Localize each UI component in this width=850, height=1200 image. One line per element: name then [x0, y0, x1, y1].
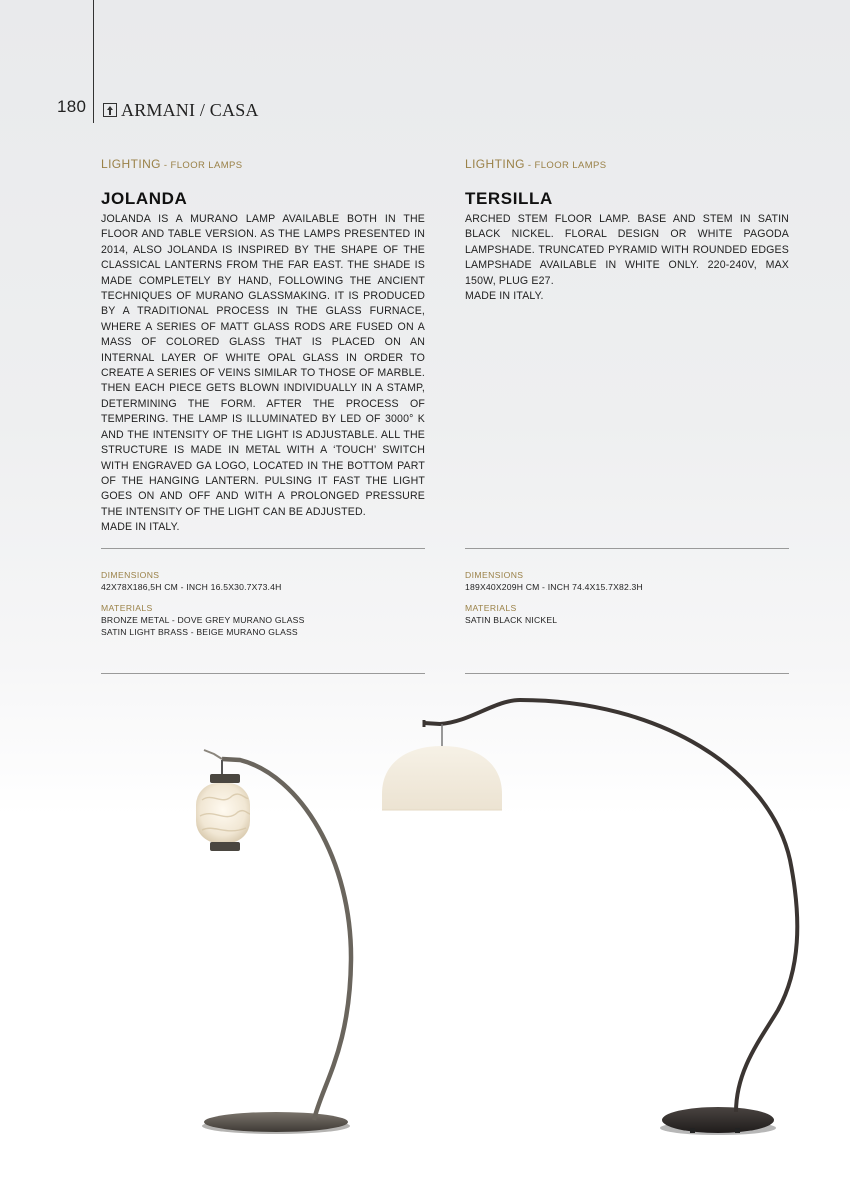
base-foot [690, 1128, 695, 1133]
specs-tersilla [465, 570, 789, 626]
dimensions-label: DIMENSIONS [465, 570, 524, 580]
brand-name: ARMANI / CASA [121, 99, 259, 120]
specs-jolanda [101, 570, 425, 638]
base-foot [735, 1128, 740, 1133]
product-title: TERSILLA [465, 189, 553, 208]
category-label: LIGHTING - FLOOR LAMPS [101, 157, 243, 171]
category-label: LIGHTING - FLOOR LAMPS [465, 157, 607, 171]
divider [101, 548, 425, 549]
tersilla-lamp-photo [382, 700, 797, 1135]
lamp-shade [382, 746, 502, 810]
product-tersilla [465, 157, 789, 304]
made-in-label: MADE IN ITALY. [465, 290, 544, 303]
product-jolanda [101, 157, 425, 536]
dimensions-value: 189X40X209H CM - INCH 74.4X15.7X82.3H [465, 582, 643, 592]
divider [101, 673, 425, 674]
materials-label: MATERIALS [465, 603, 517, 613]
material-item: BRONZE METAL - DOVE GREY MURANO GLASS [101, 615, 305, 625]
lantern-glass [196, 783, 250, 843]
product-title: JOLANDA [101, 189, 188, 208]
page-number: 180 [57, 97, 87, 116]
jolanda-lamp-photo [196, 750, 351, 1134]
dimensions-value: 42X78X186,5H CM - INCH 16.5X30.7X73.4H [101, 582, 282, 592]
lamp-base [204, 1112, 348, 1132]
lamp-base [662, 1107, 774, 1133]
material-item: SATIN LIGHT BRASS - BEIGE MURANO GLASS [101, 627, 298, 637]
header-vertical-rule [93, 0, 94, 123]
product-description: JOLANDA IS A MURANO LAMP AVAILABLE BOTH IN THE FLOOR AND TABLE VERSION. AS THE LAMPS PRESENTED IN 2014, ALSO JOLANDA IS INSPIRED BY THE SHAPE OF THE CLASSICAL LANTERNS FROM THE FAR EAST. THE SHADE IS MADE COMPLETELY BY HAND, FOLLOWING THE ANCIENT TECHNIQUES OF MURANO GLASSMAKING. IT IS PRODUCED BY A TRADITIONAL PROCESS IN THE GLASS FURNACE, WHERE A SERIES OF MATT GLASS RODS ARE FUSED ON A MASS OF COLORED GLASS THAT IS PLACED ON AN INTERNAL LAYER OF WHITE OPAL GLASS IN ORDER TO CREATE A SERIES OF VEINS SIMILAR TO THOSE OF MARBLE. THEN EACH PIECE GETS BLOWN INDIVIDUALLY IN A STAMP, DETERMINING THE FORM. AFTER THE PROCESS OF TEMPERING. THE LAMP IS ILLUMINATED BY LED OF 3000° K AND THE INTENSITY OF THE LIGHT IS ADJUSTABLE. ALL THE STRUCTURE IS MADE IN METAL WITH A ‘TOUCH’ SWITCH WITH ENGRAVED GA LOGO, LOCATED IN THE BOTTOM PART OF THE HANGING LANTERN. PULSING IT FAST THE LIGHT GOES ON AND OFF AND WITH A PROLONGED PRESSURE THE INTENSITY OF THE LIGHT CAN BE ADJUSTED. [101, 213, 425, 518]
brand-logo [103, 99, 259, 121]
dimensions-label: DIMENSIONS [101, 570, 160, 580]
lantern-bottom [210, 842, 240, 851]
divider [465, 673, 789, 674]
product-description: ARCHED STEM FLOOR LAMP. BASE AND STEM IN SATIN BLACK NICKEL. FLORAL DESIGN OR WHITE PAGODA LAMPSHADE. TRUNCATED PYRAMID WITH ROUNDED EDGES LAMPSHADE AVAILABLE IN WHITE ONLY. 220-240V, MAX 150W, PLUG E27. [465, 213, 789, 287]
lantern-cap [210, 774, 240, 783]
divider [465, 548, 789, 549]
armani-eagle-icon [103, 103, 117, 117]
product-photos [0, 690, 850, 1200]
material-item: SATIN BLACK NICKEL [465, 615, 558, 625]
lamp-tip [204, 750, 222, 759]
made-in-label: MADE IN ITALY. [101, 521, 180, 534]
materials-label: MATERIALS [101, 603, 153, 613]
